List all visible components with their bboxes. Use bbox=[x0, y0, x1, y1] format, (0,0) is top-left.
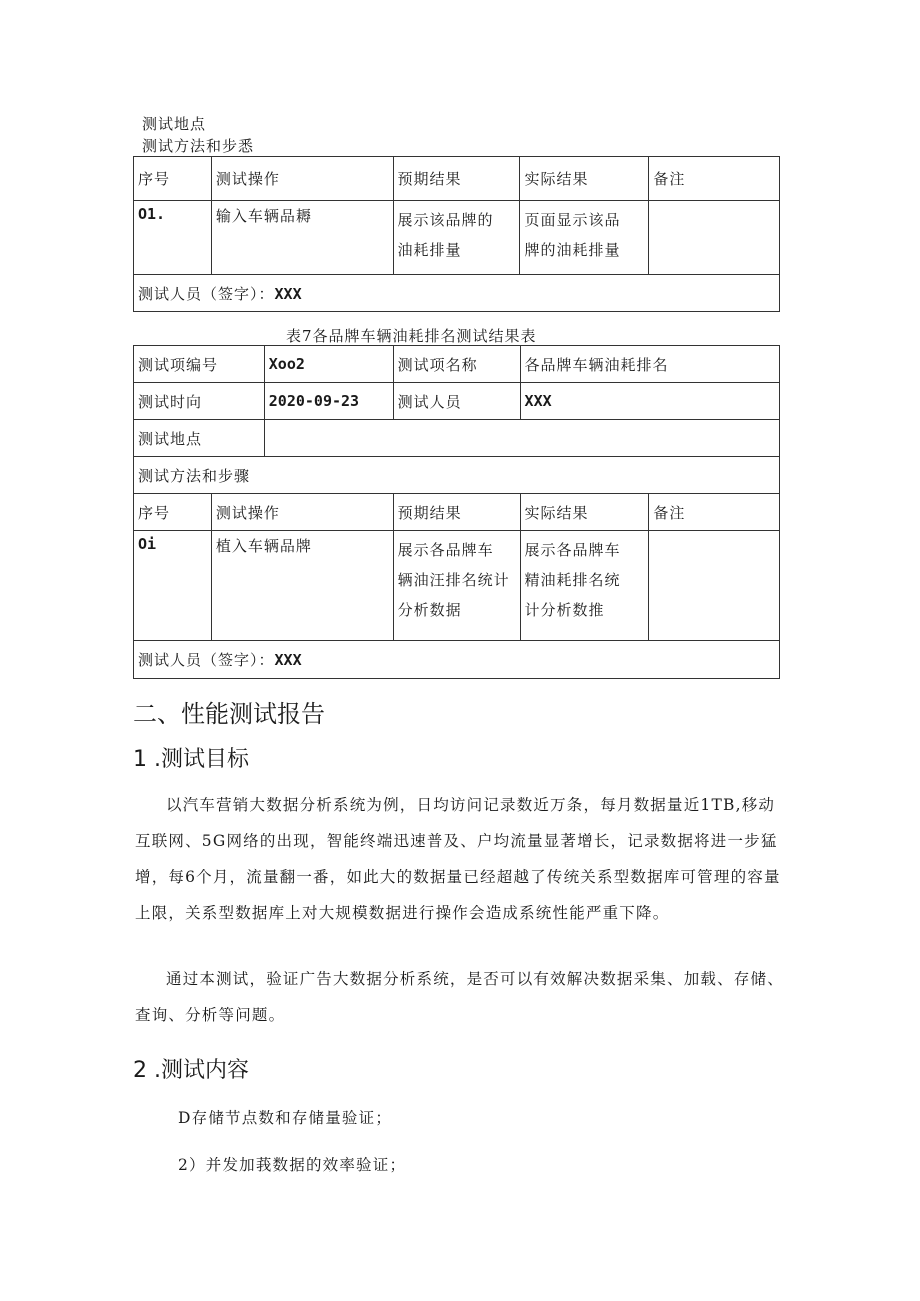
signature-name: XXX bbox=[274, 651, 302, 669]
signature-cell bbox=[134, 275, 780, 312]
row-expected bbox=[393, 201, 520, 275]
section-title: 二、性能测试报告 bbox=[133, 700, 325, 728]
row-number: Oi bbox=[134, 531, 212, 641]
signature-name: XXX bbox=[274, 284, 302, 303]
header-cell: 测试操作 bbox=[211, 494, 393, 531]
table-caption: 表7各品牌车辆油耗排名测试结果表 bbox=[286, 327, 537, 345]
signature-label: 测试人员（签字）： bbox=[138, 651, 275, 669]
expected-line: 油耗排量 bbox=[397, 241, 462, 259]
header-cell: 序号 bbox=[134, 494, 212, 531]
time-value: 2020-09-23 bbox=[264, 383, 393, 420]
expected-line: 展示各品牌车 bbox=[397, 541, 494, 559]
table-header-row bbox=[134, 157, 780, 201]
goal-paragraph: 以汽车营销大数据分析系统为例，日均访问记录数近万条，每月数据量近1TB,移动互联网、5G网络的出现，智能终端迅速普及、户均流量显著增长，记录数据将进一步猛增，每6个月，流量翻一番，如此大的数据量已经超越了传统关系型数据库可管理的容量上限，关系型数据库上对大规模数据进行操作会造成系统性能严重下降。 bbox=[135, 796, 781, 922]
method-label: 测试方法和步骤 bbox=[134, 457, 780, 494]
header-cell: 预期结果 bbox=[393, 494, 520, 531]
test-location-label: 测试地点 bbox=[142, 115, 207, 133]
test-method-label: 测试方法和步悉 bbox=[142, 137, 255, 155]
row-expected bbox=[393, 531, 520, 641]
person-value: XXX bbox=[520, 383, 779, 420]
header-cell: 测试操作 bbox=[211, 157, 393, 201]
table-row bbox=[134, 383, 780, 420]
table-header-row bbox=[134, 494, 780, 531]
table-row bbox=[134, 420, 780, 457]
item-name-value: 各品牌车辆油耗排名 bbox=[520, 346, 779, 383]
person-label: 测试人员 bbox=[393, 383, 520, 420]
goal-paragraph-2: 通过本测试，验证广告大数据分析系统，是否可以有效解决数据采集、加载、存储、查询、分析等问题。 bbox=[135, 970, 784, 1024]
signature-label: 测试人员（签字）： bbox=[138, 284, 275, 303]
actual-line: 精油耗排名统 bbox=[524, 571, 621, 589]
row-number: O1. bbox=[134, 201, 212, 275]
signature-row bbox=[134, 641, 780, 679]
place-value bbox=[264, 420, 779, 457]
header-cell: 预期结果 bbox=[393, 157, 520, 201]
subsection-title-goal: 1 .测试目标 bbox=[133, 747, 249, 772]
time-label: 测试时向 bbox=[134, 383, 265, 420]
expected-line: 分析数据 bbox=[397, 601, 462, 619]
header-cell: 序号 bbox=[134, 157, 212, 201]
actual-line: 牌的油耗排量 bbox=[524, 241, 621, 259]
actual-line: 计分析数推 bbox=[524, 601, 605, 619]
table-row bbox=[134, 346, 780, 383]
content-item: 2）并发加莪数据的效率验证； bbox=[178, 1156, 407, 1174]
header-cell: 实际结果 bbox=[520, 494, 649, 531]
row-note bbox=[649, 531, 780, 641]
row-note bbox=[649, 201, 780, 275]
table7 bbox=[133, 345, 780, 679]
table-row bbox=[134, 531, 780, 641]
row-operation: 植入车辆品牌 bbox=[211, 531, 393, 641]
subsection-title-content: 2 .测试内容 bbox=[133, 1058, 249, 1083]
signature-row bbox=[134, 275, 780, 312]
header-cell: 备注 bbox=[649, 494, 780, 531]
header-cell: 实际结果 bbox=[520, 157, 649, 201]
row-actual bbox=[520, 201, 649, 275]
header-cell: 备注 bbox=[649, 157, 780, 201]
table-row bbox=[134, 457, 780, 494]
table-row bbox=[134, 201, 780, 275]
item-no-value: Xoo2 bbox=[264, 346, 393, 383]
content-item: D存储节点数和存储量验证； bbox=[178, 1109, 393, 1127]
item-no-label: 测试项编号 bbox=[134, 346, 265, 383]
expected-line: 展示该品牌的 bbox=[397, 211, 494, 229]
top-test-table bbox=[133, 156, 780, 312]
row-actual bbox=[520, 531, 649, 641]
row-operation: 输入车辆品耨 bbox=[211, 201, 393, 275]
signature-cell bbox=[134, 641, 780, 679]
item-name-label: 测试项名称 bbox=[393, 346, 520, 383]
actual-line: 页面显示该品 bbox=[524, 211, 621, 229]
place-label: 测试地点 bbox=[134, 420, 265, 457]
expected-line: 辆油汪排名统计 bbox=[397, 571, 510, 589]
actual-line: 展示各品牌车 bbox=[524, 541, 621, 559]
